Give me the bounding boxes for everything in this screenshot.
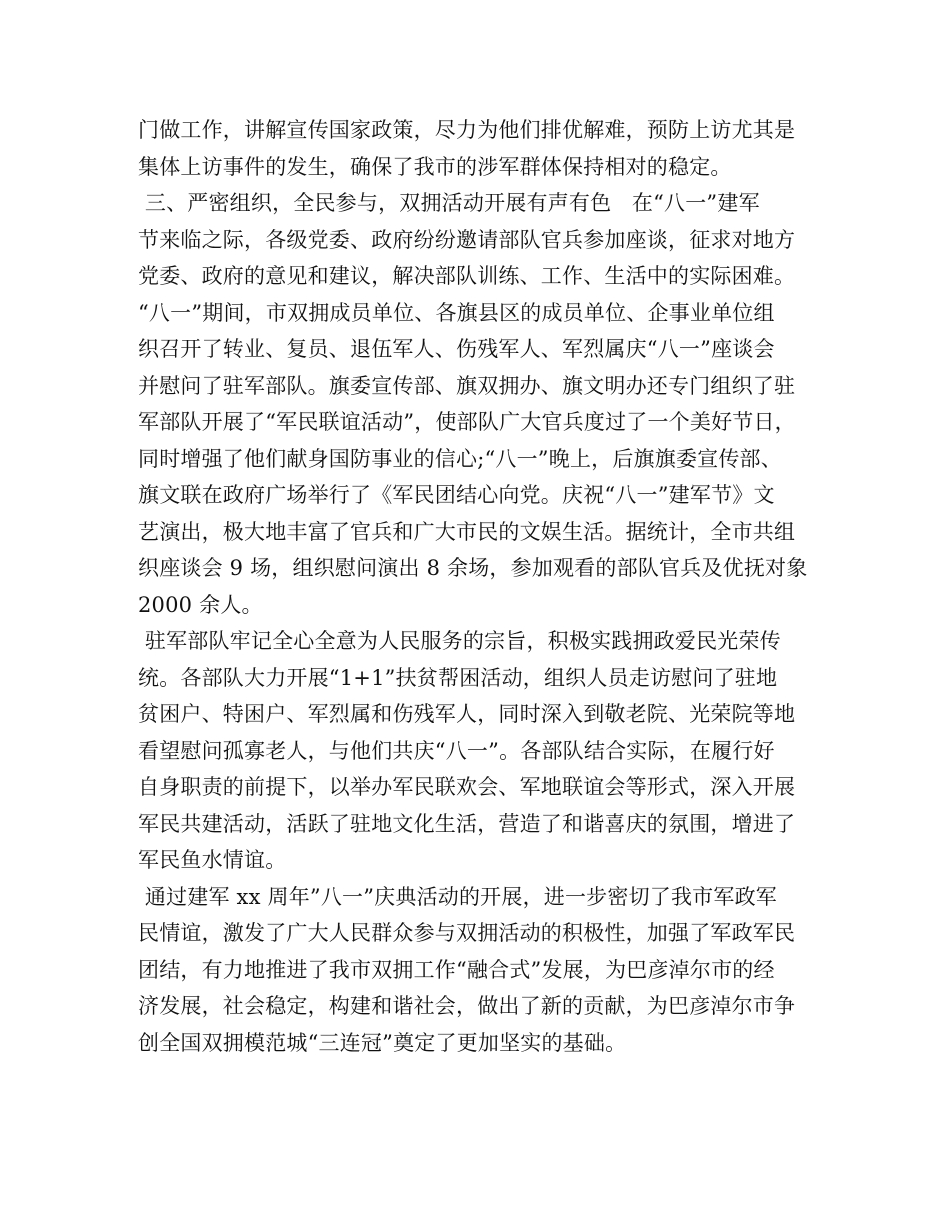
paragraph-2 (138, 185, 814, 623)
text-line: 党委、政府的意见和建议，解决部队训练、工作、生活中的实际困难。 (138, 264, 796, 288)
text-line: 看望慰问孤寡老人，与他们共庆“八一”。各部队结合实际，在履行好 (138, 738, 775, 763)
text-line: 统。各部队大力开展“1+1”扶贫帮困活动，组织人员走访慰问了驻地 (138, 665, 778, 690)
text-line: 2000 余人。 (138, 592, 263, 617)
text-line: 艺演出，极大地丰富了官兵和广大市民的文娱生活。据统计，全市共组 (138, 519, 796, 544)
paragraph-4 (138, 879, 814, 1062)
text-line: 节来临之际，各级党委、政府纷纷邀请部队官兵参加座谈，征求对地方 (138, 227, 796, 252)
text-line: 集体上访事件的发生，确保了我市的涉军群体保持相对的稳定。 (138, 154, 732, 179)
text-line: 并慰问了驻军部队。旗委宣传部、旗双拥办、旗文明办还专门组织了驻 (138, 373, 796, 398)
text-line: 军部队开展了“军民联谊活动”，使部队广大官兵度过了一个美好节日， (138, 410, 796, 434)
text-line: 团结，有力地推进了我市双拥工作“融合式”发展，为巴彦淖尔市的经 (138, 957, 775, 982)
paragraph-1 (138, 112, 814, 185)
text-line: 三、严密组织，全民参与，双拥活动开展有声有色 在“八一”建军 (138, 191, 760, 215)
text-line: 门做工作，讲解宣传国家政策，尽力为他们排优解难，预防上访尤其是 (138, 118, 796, 142)
text-line: “八一”期间，市双拥成员单位、各旗县区的成员单位、企事业单位组 (138, 300, 775, 325)
text-line: 驻军部队牢记全心全意为人民服务的宗旨，积极实践拥政爱民光荣传 (138, 629, 781, 653)
text-line: 贫困户、特困户、军烈属和伤残军人，同时深入到敬老院、光荣院等地 (138, 702, 796, 726)
text-line: 织召开了转业、复员、退伍军人、伤残军人、军烈属庆“八一”座谈会 (138, 337, 775, 361)
text-line: 济发展，社会稳定，构建和谐社会，做出了新的贡献，为巴彦淖尔市争 (138, 994, 796, 1018)
text-line: 织座谈会 9 场，组织慰问演出 8 余场，参加观看的部队官兵及优抚对象 (138, 556, 808, 580)
text-line: 自身职责的前提下，以举办军民联欢会、军地联谊会等形式，深入开展 (138, 775, 796, 799)
document-body (138, 112, 814, 1061)
text-line: 军民共建活动，活跃了驻地文化生活，营造了和谐喜庆的氛围，增进了 (138, 811, 796, 836)
text-line: 同时增强了他们献身国防事业的信心;“八一”晚上，后旗旗委宣传部、 (138, 446, 782, 471)
text-line: 创全国双拥模范城“三连冠”奠定了更加坚实的基础。 (138, 1030, 627, 1055)
paragraph-3 (138, 623, 814, 879)
text-line: 通过建军 xx 周年”八一”庆典活动的开展，进一步密切了我市军政军 (138, 884, 777, 909)
text-line: 旗文联在政府广场举行了《军民团结心向党。庆祝“八一”建军节》文 (138, 483, 775, 507)
text-line: 军民鱼水情谊。 (138, 848, 287, 872)
text-line: 民情谊，激发了广大人民群众参与双拥活动的积极性，加强了军政军民 (138, 921, 796, 945)
